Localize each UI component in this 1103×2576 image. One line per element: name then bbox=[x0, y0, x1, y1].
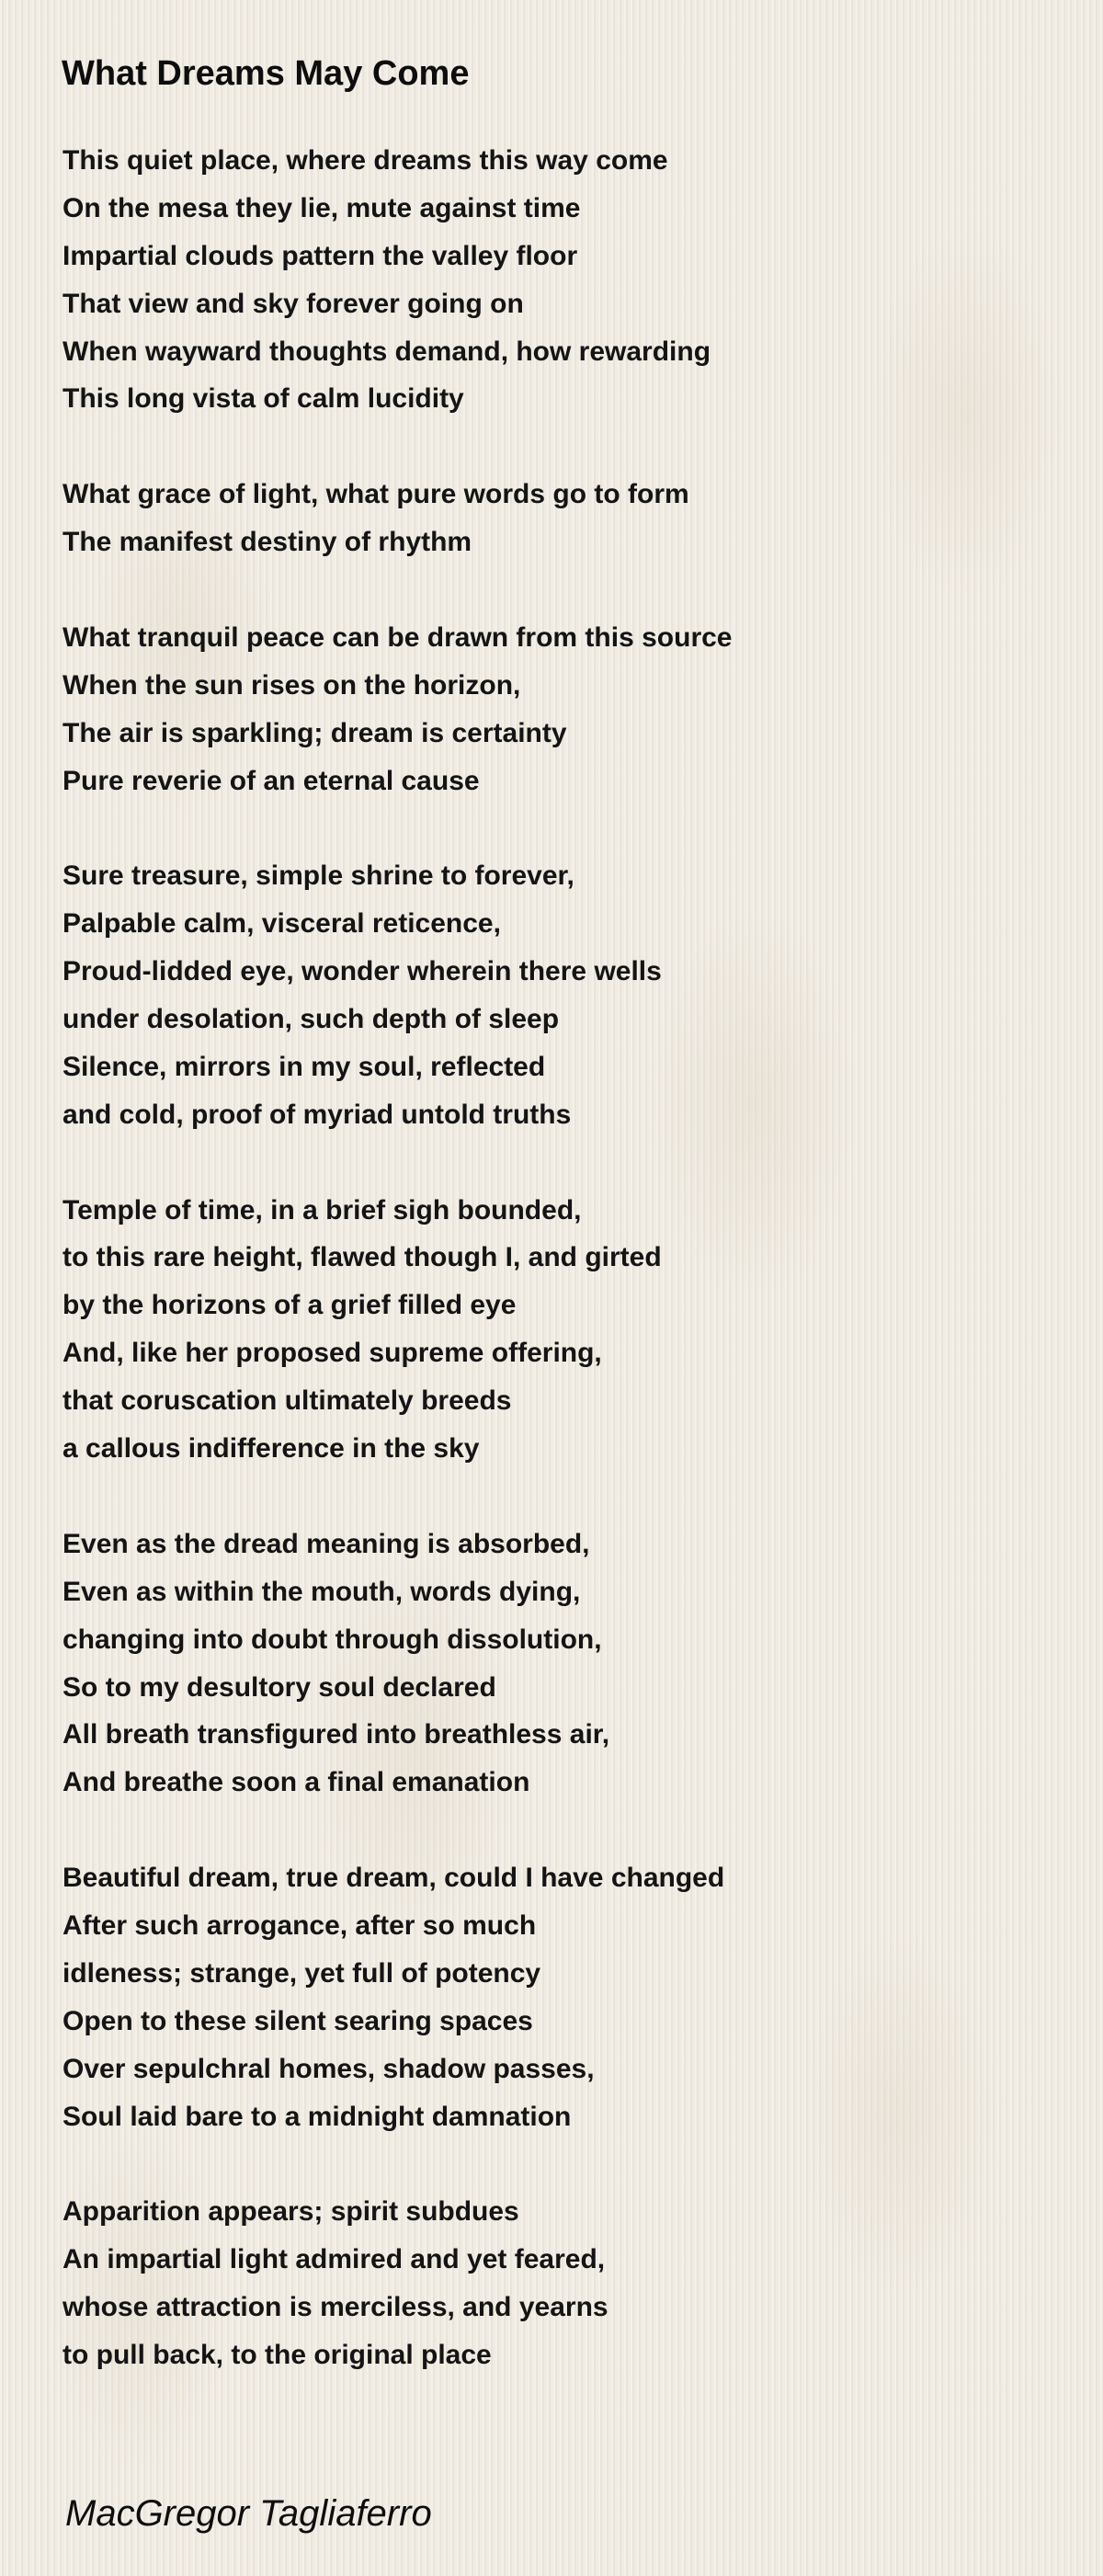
poem-line: When wayward thoughts demand, how rewarding bbox=[63, 336, 711, 367]
poem-line: All breath transfigured into breathless air, bbox=[63, 1719, 610, 1750]
poem-line: Apparition appears; spirit subdues bbox=[63, 2196, 519, 2228]
stanza bbox=[63, 614, 732, 805]
stanza bbox=[63, 1854, 732, 2140]
poem-line: That view and sky forever going on bbox=[63, 288, 524, 319]
poem-line: This long vista of calm lucidity bbox=[63, 383, 464, 415]
poem-line: An impartial light admired and yet feared, bbox=[63, 2244, 606, 2275]
stanza bbox=[63, 852, 732, 1138]
poem-line: After such arrogance, after so much bbox=[63, 1909, 537, 1941]
poem-line: Palpable calm, visceral reticence, bbox=[63, 908, 501, 940]
poem-line: When the sun rises on the horizon, bbox=[63, 669, 521, 701]
poem-line: Sure treasure, simple shrine to forever, bbox=[63, 861, 574, 892]
poem-line: changing into doubt through dissolution, bbox=[63, 1624, 602, 1655]
poem-line: to pull back, to the original place bbox=[63, 2339, 492, 2370]
poem-author: MacGregor Tagliaferro bbox=[65, 2493, 432, 2534]
poem-line: What grace of light, what pure words go to form bbox=[63, 479, 689, 510]
poem-line: and cold, proof of myriad untold truths bbox=[63, 1099, 572, 1130]
poem-line: Impartial clouds pattern the valley floor bbox=[63, 240, 578, 271]
stanza bbox=[63, 1187, 732, 1473]
poem-line: idleness; strange, yet full of potency bbox=[63, 1957, 541, 1989]
poem-line: Beautiful dream, true dream, could I have changed bbox=[63, 1863, 725, 1894]
poem-line: by the horizons of a grief filled eye bbox=[63, 1290, 517, 1321]
poem-title: What Dreams May Come bbox=[62, 54, 470, 93]
poem-line: Even as within the mouth, words dying, bbox=[63, 1576, 581, 1607]
poem-line: Soul laid bare to a midnight damnation bbox=[63, 2101, 572, 2132]
poem-body bbox=[63, 137, 732, 2427]
poem-line: Silence, mirrors in my soul, reflected bbox=[63, 1051, 546, 1082]
poem-line: And breathe soon a final emanation bbox=[63, 1767, 530, 1798]
poem-line: The air is sparkling; dream is certainty bbox=[63, 717, 567, 748]
poem-line: Temple of time, in a brief sigh bounded, bbox=[63, 1194, 582, 1225]
poem-line: a callous indifference in the sky bbox=[63, 1433, 480, 1465]
poem-line: The manifest destiny of rhythm bbox=[63, 527, 472, 558]
poem-line: This quiet place, where dreams this way come bbox=[63, 145, 668, 176]
poem-line: What tranquil peace can be drawn from this source bbox=[63, 621, 733, 653]
poem-line: whose attraction is merciless, and yearns bbox=[63, 2292, 608, 2323]
poem-line: Open to these silent searing spaces bbox=[63, 2005, 533, 2036]
poem-line: under desolation, such depth of sleep bbox=[63, 1004, 560, 1035]
poem-line: to this rare height, flawed though I, and girted bbox=[63, 1242, 662, 1273]
poem-line: On the mesa they lie, mute against time bbox=[63, 192, 581, 223]
stanza bbox=[63, 137, 732, 423]
poem-line: Over sepulchral homes, shadow passes, bbox=[63, 2053, 595, 2084]
poem-line: And, like her proposed supreme offering, bbox=[63, 1338, 602, 1369]
poem-line: Even as the dread meaning is absorbed, bbox=[63, 1528, 590, 1559]
poem-line: Proud-lidded eye, wonder wherein there wells bbox=[63, 956, 662, 987]
poem-line: that coruscation ultimately breeds bbox=[63, 1385, 512, 1417]
poem-line: Pure reverie of an eternal cause bbox=[63, 765, 480, 796]
stanza bbox=[63, 471, 732, 566]
stanza bbox=[63, 2188, 732, 2379]
poem-line: So to my desultory soul declared bbox=[63, 1671, 496, 1703]
stanza bbox=[63, 1521, 732, 1807]
